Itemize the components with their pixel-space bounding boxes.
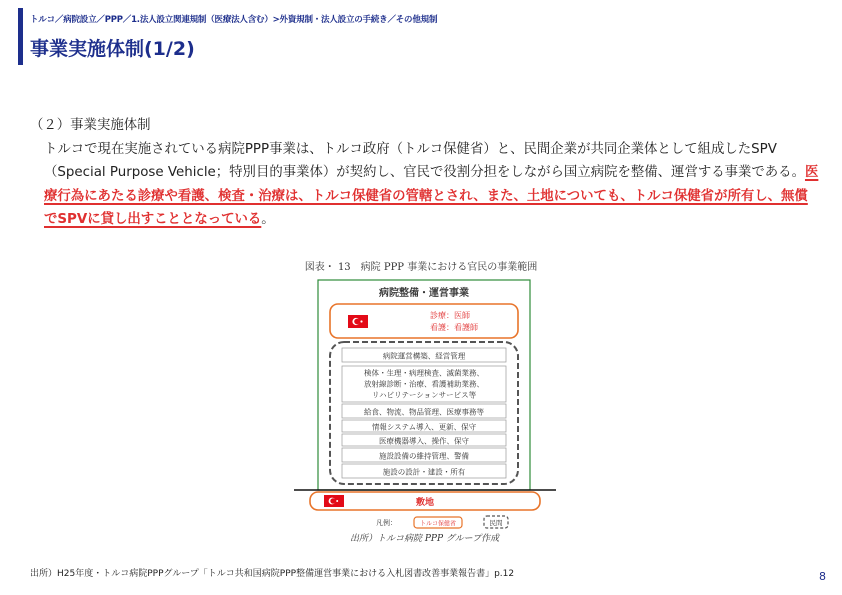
service-label: 情報システム導入、更新、保守 — [371, 422, 477, 432]
service-label: 検体・生理・病理検査、滅菌業務、 — [364, 368, 484, 378]
page-title: 事業実施体制(1/2) — [30, 38, 195, 60]
ppp-scope-diagram — [290, 276, 560, 546]
figure-caption: 図表・ 13 病院 PPP 事業における官民の事業範囲 — [304, 262, 538, 273]
body-text — [30, 114, 820, 232]
land-label: 敷地 — [415, 498, 435, 508]
public-role-1: 診療：医師 — [430, 311, 470, 320]
figure-source: 出所）トルコ病院 PPP グループ作成 — [350, 534, 500, 544]
service-label: 医療機器導入、操作、保守 — [379, 436, 469, 446]
service-label: 施設設備の維持管理、警備 — [379, 451, 469, 461]
turkey-flag-icon — [348, 315, 368, 328]
service-label: 病院運営構築、経営管理 — [382, 351, 466, 361]
legend-private-label: 民間 — [489, 519, 503, 527]
service-label: 放射線診断・治療、看護補助業務、 — [364, 379, 484, 389]
page-number: 8 — [819, 570, 826, 583]
service-label: 給食、物流、物品管理、医療事務等 — [364, 407, 484, 417]
box-title: 病院整備・運営事業 — [379, 288, 469, 299]
public-role-2: 看護：看護師 — [430, 323, 478, 332]
title-accent-bar — [18, 8, 23, 65]
section-heading: （２）事業実施体制 — [30, 118, 151, 133]
legend-public-label: トルコ保健省 — [419, 520, 457, 528]
service-label: リハビリテーションサービス等 — [371, 390, 477, 400]
service-label: 施設の設計・建設・所有 — [382, 467, 466, 477]
legend-label: 凡例： — [376, 519, 397, 527]
breadcrumb: トルコ／病院設立／PPP／1.法人設立関連規制（医療法人含む）>外資規制・法人設立の手続き／その他規制 — [30, 15, 438, 25]
source-note: 出所）H25年度・トルコ病院PPPグループ「トルコ共和国病院PPP整備運営事業における入札図書改善事業報告書」p.12 — [30, 569, 515, 579]
body-paragraph — [30, 138, 820, 232]
turkey-flag-icon — [324, 495, 344, 507]
paragraph-end: 。 — [261, 212, 275, 228]
paragraph-text: トルコで現在実施されている病院PPP事業は、トルコ政府（トルコ保健省）と、民間企業が共同企業体として組成したSPV（Special Purpose Vehicle；特別目的事業体）が契約し、官民で役割分担をしながら国立病院を整備、運営する事業である。 — [44, 141, 805, 181]
highlighted-text: 医療行為にあたる診療や看護、検査・治療は、トルコ保健省の管轄とされ、また、土地についても、トルコ保健省が所有し、無償でSPVに貸し出すこととなっている — [44, 165, 819, 228]
